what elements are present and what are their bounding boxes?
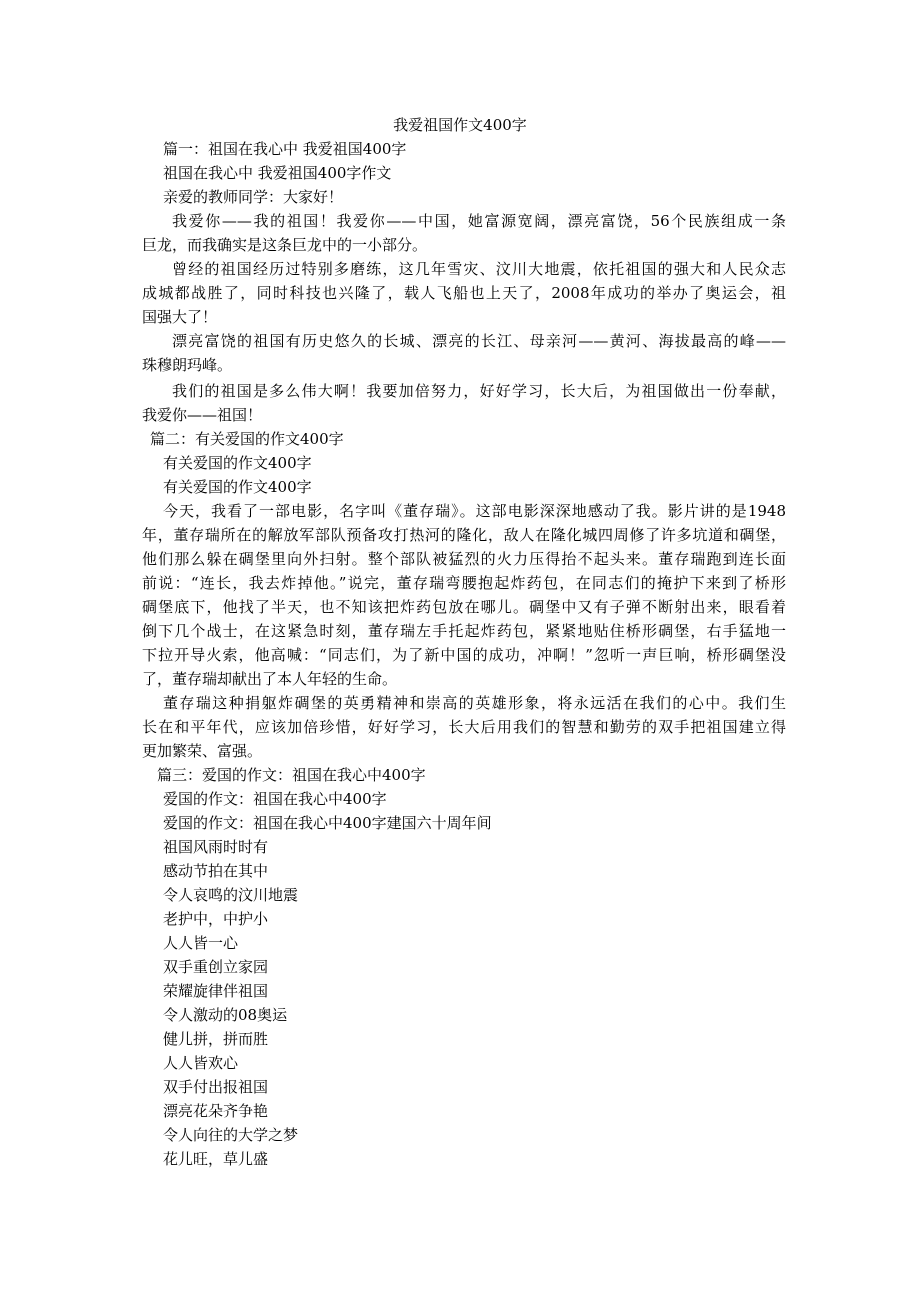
text-line: 亲爱的教师同学：大家好！ <box>163 188 344 206</box>
text-line: 爱国的作文：祖国在我心中400字建国六十周年间 <box>163 814 492 832</box>
paragraph-line: 我们的祖国是多么伟大啊！我要加倍努力，好好学习，长大后，为祖国做出一份奉献， <box>172 382 786 400</box>
paragraph-line: 倒下几个战士，在这紧急时刻，董存瑞左手托起炸药包，紧紧地贴住桥形碉堡，右手猛地一 <box>142 622 786 640</box>
poem-line: 令人激动的08奥运 <box>163 1006 288 1024</box>
poem-line: 人人皆欢心 <box>163 1054 239 1072</box>
paragraph-line: 长在和平年代，应该加倍珍惜，好好学习，长大后用我们的智慧和勤劳的双手把祖国建立得 <box>142 718 786 736</box>
poem-line: 漂亮花朵齐争艳 <box>163 1102 269 1120</box>
document-title: 我爱祖国作文400字 <box>393 116 527 134</box>
paragraph-line: 国强大了！ <box>142 308 218 326</box>
poem-line: 荣耀旋律伴祖国 <box>163 982 269 1000</box>
paragraph-line: 我爱你——我的祖国！我爱你——中国，她富源宽阔，漂亮富饶，56个民族组成一条 <box>172 212 786 230</box>
paragraph-line: 今天，我看了一部电影，名字叫《董存瑞》。这部电影深深地感动了我。影片讲的是1948 <box>163 502 786 520</box>
paragraph-line: 我爱你——祖国！ <box>142 406 263 424</box>
text-line: 有关爱国的作文400字 <box>163 454 312 472</box>
text-line: 有关爱国的作文400字 <box>163 478 312 496</box>
paragraph-line: 珠穆朗玛峰。 <box>142 356 233 374</box>
paragraph-line: 巨龙，而我确实是这条巨龙中的一小部分。 <box>142 236 428 254</box>
poem-line: 感动节拍在其中 <box>163 862 269 880</box>
paragraph-line: 更加繁荣、富强。 <box>142 742 263 760</box>
text-line: 祖国在我心中 我爱祖国400字作文 <box>163 164 392 182</box>
paragraph-line: 曾经的祖国经历过特别多磨练，这几年雪灾、汶川大地震，依托祖国的强大和人民众志 <box>172 260 786 278</box>
text-line: 爱国的作文：祖国在我心中400字 <box>163 790 387 808</box>
poem-line: 令人向往的大学之梦 <box>163 1126 299 1144</box>
paragraph-line: 漂亮富饶的祖国有历史悠久的长城、漂亮的长江、母亲河——黄河、海拔最高的峰—— <box>172 332 786 350</box>
paragraph-line: 了，董存瑞却献出了本人年轻的生命。 <box>142 670 398 688</box>
poem-line: 令人哀鸣的汶川地震 <box>163 886 299 904</box>
paragraph-line: 前说：“连长，我去炸掉他。”说完，董存瑞弯腰抱起炸药包，在同志们的掩护下来到了桥形 <box>142 574 786 592</box>
poem-line: 双手付出报祖国 <box>163 1078 269 1096</box>
paragraph-line: 成城都战胜了，同时科技也兴隆了，载人飞船也上天了，2008年成功的举办了奥运会，祖 <box>142 284 786 302</box>
poem-line: 祖国风雨时时有 <box>163 838 269 856</box>
poem-line: 双手重创立家园 <box>163 958 269 976</box>
paragraph-line: 年，董存瑞所在的解放军部队预备攻打热河的隆化，敌人在隆化城四周修了许多坑道和碉堡， <box>142 526 786 544</box>
paragraph-line: 碉堡底下，他找了半天，也不知该把炸药包放在哪儿。碉堡中又有子弹不断射出来，眼看着 <box>142 598 786 616</box>
section-heading: 篇三：爱国的作文：祖国在我心中400字 <box>157 766 426 784</box>
paragraph-line: 下拉开导火索，他高喊：“同志们，为了新中国的成功，冲啊！”忽听一声巨响，桥形碉堡没 <box>142 646 786 664</box>
section-heading: 篇二：有关爱国的作文400字 <box>150 430 344 448</box>
paragraph-line: 他们那么躲在碉堡里向外扫射。整个部队被猛烈的火力压得抬不起头来。董存瑞跑到连长面 <box>142 550 786 568</box>
poem-line: 健儿拼，拼而胜 <box>163 1030 269 1048</box>
poem-line: 人人皆一心 <box>163 934 239 952</box>
poem-line: 花儿旺，草儿盛 <box>163 1150 269 1168</box>
paragraph-line: 董存瑞这种捐躯炸碉堡的英勇精神和崇高的英雄形象，将永远活在我们的心中。我们生 <box>163 694 786 712</box>
section-heading: 篇一：祖国在我心中 我爱祖国400字 <box>163 140 407 158</box>
poem-line: 老护中，中护小 <box>163 910 269 928</box>
